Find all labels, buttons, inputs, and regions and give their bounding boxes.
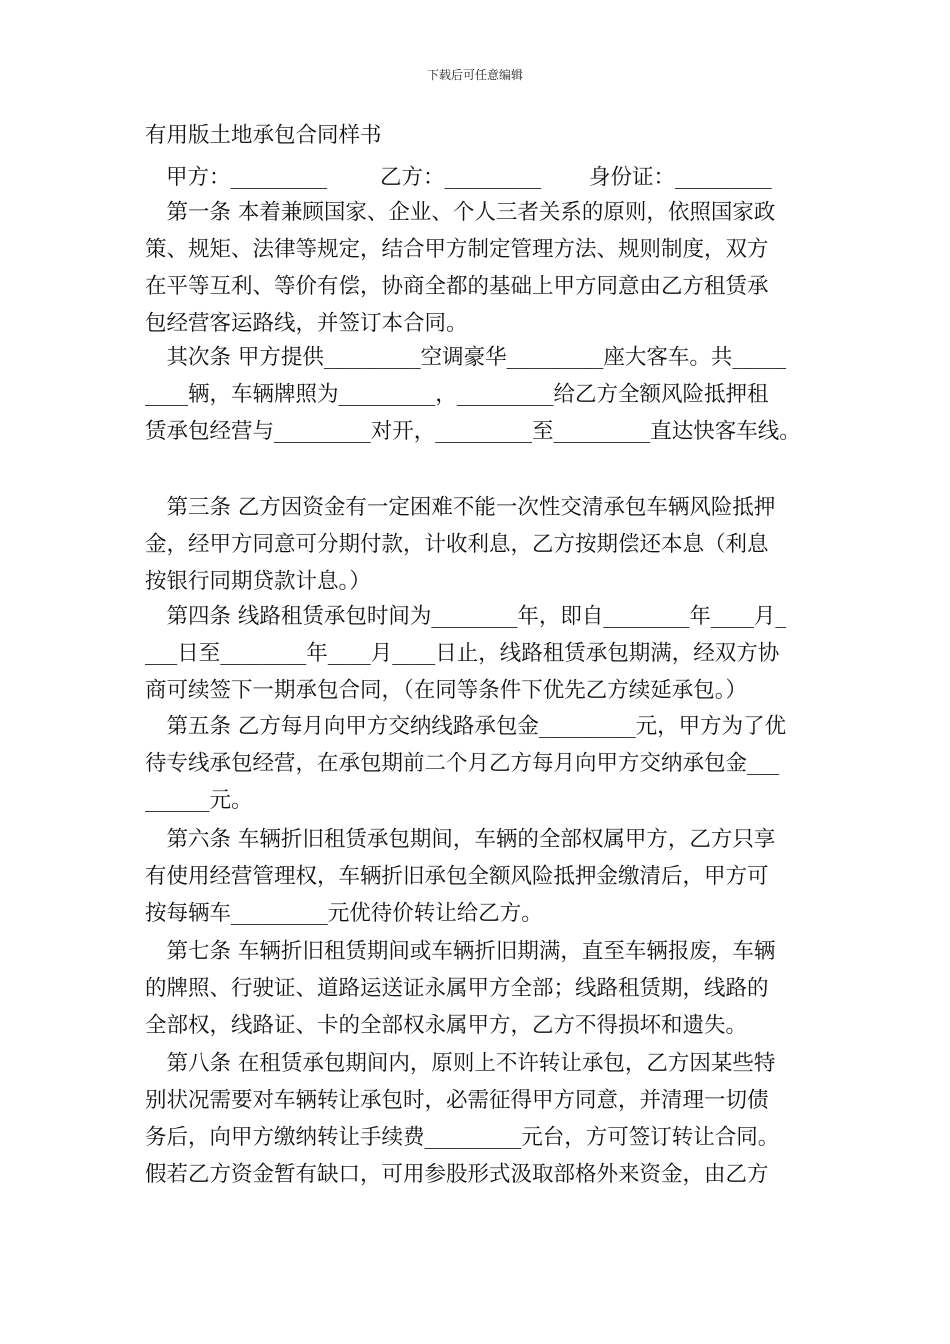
body-line: 策、规矩、法律等规定，结合甲方制定管理方法、规则制度，双方: [145, 237, 769, 262]
body-line: 第七条 车辆折旧租赁期间或车辆折旧期满，直至车辆报废，车辆: [145, 939, 776, 964]
document-title: 有用版土地承包合同样书: [145, 123, 382, 148]
body-line: 第六条 车辆折旧租赁承包期间，车辆的全部权属甲方，乙方只享: [145, 827, 776, 852]
body-line: 全部权，线路证、卡的全部权永属甲方，乙方不得损坏和遗失。: [145, 1013, 748, 1038]
body-line: 包经营客运路线，并签订本合同。: [145, 311, 468, 336]
body-line: ______元。: [145, 788, 253, 813]
body-line: 待专线承包经营，在承包期前二个月乙方每月向甲方交纳承包金___: [145, 751, 780, 776]
body-line: 在平等互利、等价有偿，协商全都的基础上甲方同意由乙方租赁承: [145, 274, 769, 299]
body-line: 其次条 甲方提供_________空调豪华_________座大客车。共_____: [145, 345, 787, 370]
body-line: 第四条 线路租赁承包时间为________年，即自________年____月_: [145, 604, 787, 629]
body-line: ____辆，车辆牌照为_________，_________给乙方全额风险抵押租: [145, 382, 769, 407]
body-line: 按每辆车_________元优待价转让给乙方。: [145, 901, 543, 926]
body-line: 第八条 在租赁承包期间内，原则上不许转让承包，乙方因某些特: [145, 1051, 776, 1076]
body-line: 的牌照、行驶证、道路运送证永属甲方全部；线路租赁期，线路的: [145, 976, 769, 1001]
body-line: 商可续签下一期承包合同，（在同等条件下优先乙方续延承包。）: [145, 678, 748, 703]
party-b-field: 乙方：_________: [380, 165, 542, 190]
body-line: 金，经甲方同意可分期付款，计收利息，乙方按期偿还本息（利息: [145, 532, 769, 557]
body-line: ___日至________年____月____日止，线路租赁承包期满，经双方协: [145, 641, 780, 666]
party-row: [0, 160, 950, 190]
body-line: 按银行同期贷款计息。）: [145, 569, 371, 594]
body-line: 第三条 乙方因资金有一定困难不能一次性交清承包车辆风险抵押: [145, 495, 776, 520]
body-line: 第一条 本着兼顾国家、企业、个人三者关系的原则，依照国家政: [145, 200, 776, 225]
id-card-field: 身份证：_________: [589, 165, 772, 190]
body-line: 有使用经营管理权，车辆折旧承包全额风险抵押金缴清后，甲方可: [145, 864, 769, 889]
body-line: 务后，向甲方缴纳转让手续费_________元台，方可签订转让合同。: [145, 1125, 780, 1150]
header-note: 下载后可任意编辑: [426, 68, 523, 82]
party-a-field: 甲方：_________: [166, 165, 328, 190]
body-line: 赁承包经营与_________对开，_________至_________直达快客车线。: [145, 419, 801, 444]
body-line: 假若乙方资金暂有缺口，可用参股形式汲取部格外来资金，由乙方: [145, 1162, 769, 1187]
body-line: 第五条 乙方每月向甲方交纳线路承包金_________元，甲方为了优: [145, 714, 787, 739]
body-line: 别状况需要对车辆转让承包时，必需征得甲方同意，并清理一切债: [145, 1088, 769, 1113]
